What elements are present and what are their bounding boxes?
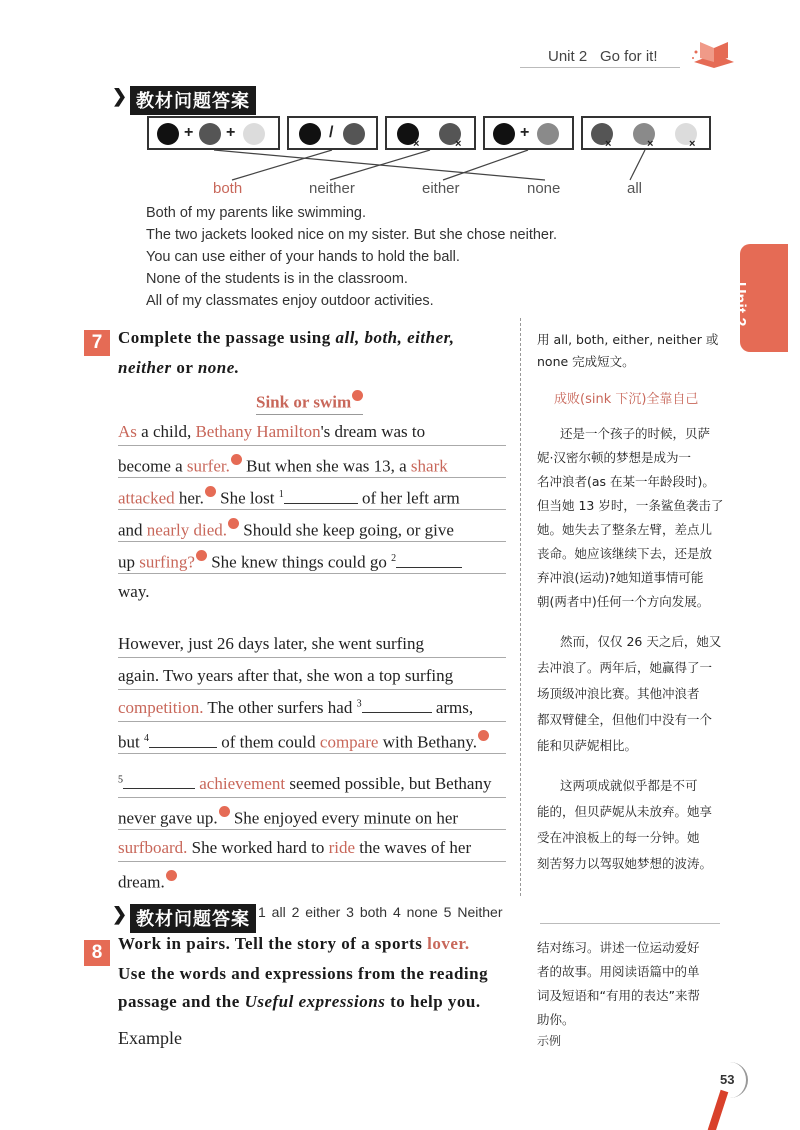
side-tab-label: Unit 2 <box>731 282 748 327</box>
passage-line: dream. <box>118 870 506 894</box>
passage-line: and nearly died. Should she keep going, or give <box>118 518 506 542</box>
cn-activity8-line: 词及短语和“有用的表达”来帮 <box>537 988 700 1003</box>
answer-tag: 教材问题答案 <box>130 904 256 933</box>
cn-activity8-line: 助你。 <box>537 1012 575 1027</box>
activity-number-8: 8 <box>84 940 110 966</box>
activity8-instruction-line1: Work in pairs. Tell the story of a sports lover. <box>118 934 470 953</box>
activity8-instruction-line3: passage and the Useful expressions to help you. <box>118 992 481 1011</box>
gray-circle-icon <box>537 123 559 145</box>
cn-activity8-line: 结对练习。讲述一位运动爱好 <box>537 940 700 955</box>
page-number: 53 <box>720 1072 735 1087</box>
cn-passage-title: 成败(sink 下沉)全靠自己 <box>554 392 699 407</box>
passage-line: attacked her. She lost $^1$ of her left arm <box>118 486 506 510</box>
matching-lines <box>140 150 720 182</box>
cn-line: 场顶级冲浪比赛。其他冲浪者 <box>537 686 700 701</box>
cn-line: 能和贝萨妮相比。 <box>537 738 638 753</box>
blank-4[interactable] <box>149 747 217 748</box>
cn-line: 丧命。她应该继续下去，还是放 <box>537 546 713 561</box>
activity7-instruction-line1: Complete the passage using all, both, either, <box>118 328 455 347</box>
cn-line: 去冲浪了。两年后，她赢得了一 <box>537 660 713 675</box>
circle-box-2: / <box>287 116 378 150</box>
passage-title: Sink or swim <box>256 390 363 415</box>
cn-line: 她。她失去了整条左臂，差点儿 <box>537 522 713 537</box>
blank-1[interactable] <box>284 503 358 504</box>
match-word-none: none <box>527 180 561 197</box>
dark-circle-icon <box>343 123 365 145</box>
passage-line: However, just 26 days later, she went surfing <box>118 634 506 658</box>
answer-sentence: Both of my parents like swimming. <box>146 205 366 221</box>
black-circle-icon <box>493 123 515 145</box>
passage-line: surfboard. She worked hard to ride the waves of her <box>118 838 506 862</box>
header-title: Go for it! <box>600 48 658 65</box>
cn-line: 但当她 13 岁时，一条鲨鱼袭击了 <box>537 498 724 513</box>
header-unit: Unit 2 <box>548 48 588 65</box>
cn-line: 受在冲浪板上的每一分钟。她 <box>537 830 700 845</box>
passage-line: way. <box>118 582 150 601</box>
cn-activity8-line: 者的故事。用阅读语篇中的单 <box>537 964 700 979</box>
match-word-either: either <box>422 180 460 197</box>
activity7-instruction-line2: neither or none. <box>118 358 240 377</box>
cn-line: 妮·汉密尔顿的梦想是成为一 <box>537 450 691 465</box>
match-word-both: both <box>213 180 243 197</box>
black-circle-icon <box>157 123 179 145</box>
passage-line: never gave up. She enjoyed every minute on her <box>118 806 506 830</box>
activity8-instruction-line2: Use the words and expressions from the reading <box>118 964 489 983</box>
passage-line: up surfing? She knew things could go $^2$ <box>118 550 506 574</box>
cn-line: 这两项成就似乎都是不可 <box>560 778 698 793</box>
passage-line: again. Two years after that, she won a top surfing <box>118 666 506 690</box>
cn-line: 能的，但贝萨妮从未放弃。她享 <box>537 804 713 819</box>
passage-line: competition. The other surfers had $^3$ arms, <box>118 698 506 722</box>
cn-line: 弃冲浪(运动)?她知道事情可能 <box>537 570 704 585</box>
blank-3[interactable] <box>362 712 432 713</box>
activity-number-7: 7 <box>84 330 110 356</box>
blank-2[interactable] <box>396 567 462 568</box>
light-circle-icon <box>243 123 265 145</box>
passage-line: $^5$ achievement seemed possible, but Bethany <box>118 774 506 798</box>
example-label: Example <box>118 1028 182 1048</box>
circle-box-1: + + <box>147 116 280 150</box>
passage-line: but $^4$ of them could compare with Bethany. <box>118 730 506 754</box>
answer-sentence: You can use either of your hands to hold the ball. <box>146 249 460 265</box>
answer-key: 1 all 2 either 3 both 4 none 5 Neither <box>258 904 503 920</box>
cn-line: 朝(两者中)任何一个方向发展。 <box>537 594 710 609</box>
cn-instruction-2: none 完成短文。 <box>537 354 635 369</box>
match-word-all: all <box>627 180 643 197</box>
dark-circle-icon <box>199 123 221 145</box>
page-header <box>520 46 680 68</box>
answer-sentence: None of the students is in the classroom. <box>146 271 408 287</box>
black-circle-icon <box>299 123 321 145</box>
cn-line: 都双臂健全，但他们中没有一个 <box>537 712 713 727</box>
circle-box-4: + <box>483 116 574 150</box>
chevron-right-icon: ❯ <box>112 904 128 924</box>
answer-tag: 教材问题答案 <box>130 86 256 115</box>
cn-line: 刻苦努力以驾驭她梦想的波涛。 <box>537 856 713 871</box>
cn-line: 然而，仅仅 26 天之后，她又 <box>560 634 722 649</box>
divider <box>540 923 720 924</box>
answer-sentence: All of my classmates enjoy outdoor activities. <box>146 293 434 309</box>
cn-example-label: 示例 <box>537 1034 562 1048</box>
match-word-neither: neither <box>309 180 355 197</box>
circle-box-5: × × × <box>581 116 711 150</box>
passage-line: become a surfer. But when she was 13, a shark <box>118 454 506 478</box>
chevron-right-icon: ❯ <box>112 86 128 106</box>
cn-line: 名冲浪者(as 在某一年龄段时)。 <box>537 474 715 489</box>
passage-line: As a child, Bethany Hamilton's dream was to <box>118 422 506 446</box>
cn-instruction-1: 用 all, both, either, neither 或 <box>537 332 719 347</box>
column-divider <box>520 318 521 896</box>
circle-box-3: × × <box>385 116 476 150</box>
book-logo-icon <box>690 34 738 68</box>
cn-line: 还是一个孩子的时候，贝萨 <box>560 426 711 441</box>
answer-sentence: The two jackets looked nice on my sister. But she chose neither. <box>146 227 558 243</box>
blank-5[interactable] <box>123 788 195 789</box>
